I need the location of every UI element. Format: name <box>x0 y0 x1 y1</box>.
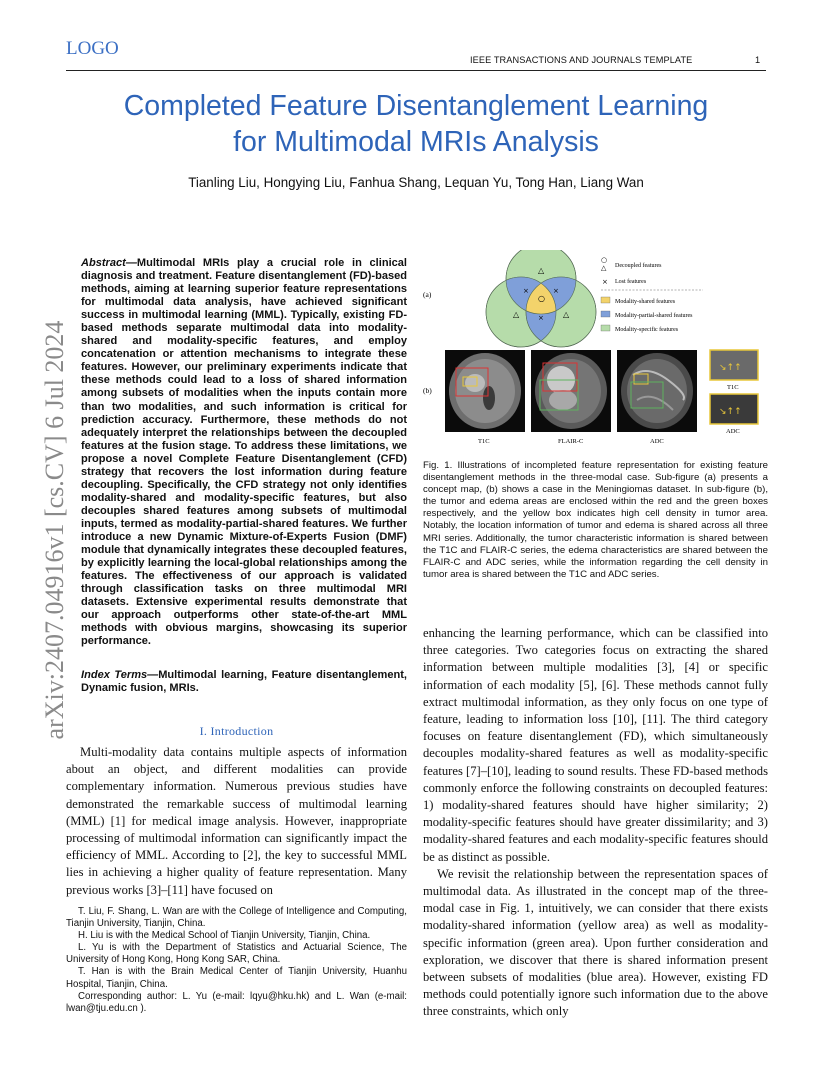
legend-swatch-specific <box>601 325 610 331</box>
arxiv-stamp-text: arXiv:2407.04916v1 [cs.CV] 6 Jul 2024 <box>40 320 69 740</box>
figure-legend <box>601 256 703 333</box>
legend-shared: Modality-shared features <box>615 299 676 305</box>
inset-t1c <box>710 350 758 391</box>
intro-paragraph-2: We revisit the relationship between the representation spaces of multimodal data. As illustrated in the concept map of the three-modal case in Fig. 1, intuitively, we can consider that there exists modality-shared information (yellow area) as well as modality-specific information (green area). Upon further consideration and exploration, we discover that there is shared information present between subsets of modalities (blue area). However, existing FD methods could potentially ignore such information due to the above three constraints, which only <box>423 866 768 1019</box>
footnote-4: T. Han is with the Brain Medical Center of Tianjin University, Huanhu Hospital, Tianjin, China. <box>66 966 407 990</box>
title-line-2: for Multimodal MRIs Analysis <box>233 126 599 158</box>
figure-1-svg <box>423 250 768 455</box>
inset-adc <box>710 394 758 435</box>
intro-column-right <box>423 625 768 1021</box>
image-label-flair: FLAIR-C <box>558 438 584 445</box>
legend-swatch-partial <box>601 311 610 317</box>
intro-paragraph-continued: enhancing the learning performance, which can be classified into three categories. Two categories focus on extracting the shared information between multiple modalities [3], [4] or specific information of each modality [5], [6]. These methods cannot fully extract multimodal information, as they only focus on one type of feature, leading to information loss [10], [11]. The third category focuses on feature disentanglement (FD), which simultaneously decouples modality-shared features as well as modality-specific features [7]–[10], leading to sound results. These FD-based methods commonly enforce the following constraints on decoupled features: 1) modality-shared features should have higher similarity; 2) modality-specific features should have greater dissimilarity; and 3) modality-shared features and each modality-specific features should be as distinct as possible. <box>423 626 768 864</box>
legend-triangle-icon: △ <box>601 264 607 272</box>
section-heading-introduction: I. Introduction <box>199 724 274 738</box>
mri-flair-c <box>531 350 611 432</box>
svg-text:↘↑↑: ↘↑↑ <box>719 363 742 373</box>
legend-cross-icon: × <box>602 278 608 286</box>
svg-text:↘↑↑: ↘↑↑ <box>719 407 742 417</box>
header-rule <box>66 70 766 71</box>
legend-decoupled: Decoupled features <box>615 263 662 269</box>
journal-logo: LOGO <box>66 38 119 59</box>
index-terms <box>81 669 407 695</box>
cross-marker-1: × <box>523 287 529 295</box>
inset-t1c-label: T1C <box>727 384 739 391</box>
cross-marker-2: × <box>553 287 559 295</box>
footnote-3: L. Yu is with the Department of Statistics and Actuarial Science, The University of Hong Kong, Hong Kong SAR, China. <box>66 942 407 966</box>
subfig-a-label: (a) <box>423 290 432 299</box>
intro-paragraph-1: Multi-modality data contains multiple aspects of information about an object, and different modalities can provide complementary information. Numerous previous studies have demonstrated the remarkable success of multimodal learning (MML) [1] for medical image analysis. However, inappropriate processing of multimodal information can significantly impact the efficiency of MML. According to [2], the key to successful MML lies in achieving a higher quality of feature representation. Many previous works [3]–[11] have focused on <box>66 745 407 897</box>
index-terms-label: Index Terms— <box>81 669 159 681</box>
triangle-marker-left: △ <box>513 310 520 319</box>
image-label-adc: ADC <box>650 438 664 445</box>
cross-marker-3: × <box>538 314 544 322</box>
circle-marker-center: ○ <box>538 294 545 303</box>
venn-diagram <box>486 250 596 347</box>
figure-1-caption: Fig. 1. Illustrations of incompleted feature representation for existing feature disentanglement methods in the three-modal case. Sub-figure (a) presents a concept map, (b) shows a case in the Meningiomas dataset. In sub-figure (b), the tumor and edema areas are enclosed within the red and the green boxes respectively, and the yellow box indicates high cell density in tumor area. Notably, the location information of tumor and edema is shared across all three MRI series. Additionally, the tumor characteristic information is shared between the T1C and FLAIR-C series, the edema characteristics are shared between the FLAIR-C and ADC series, while the information regarding the cell density in tumor area is shared between the T1C and ADC series. <box>423 460 768 580</box>
paper-title <box>66 88 766 160</box>
abstract <box>81 257 407 648</box>
footnote-2: H. Liu is with the Medical School of Tianjin University, Tianjin, China. <box>78 930 371 942</box>
legend-lost: Lost features <box>615 279 647 285</box>
inset-adc-label: ADC <box>726 428 740 435</box>
title-line-1: Completed Feature Disentanglement Learning <box>123 90 709 122</box>
legend-partial: Modality-partial-shared features <box>615 313 693 319</box>
index-terms-text: Multimodal learning, Feature disentanglement, Dynamic fusion, MRIs. <box>81 669 408 695</box>
legend-circle-icon: ○ <box>601 256 608 264</box>
legend-swatch-shared <box>601 297 610 303</box>
author-list: Tianling Liu, Hongying Liu, Fanhua Shang, Lequan Yu, Tong Han, Liang Wan <box>188 175 644 190</box>
abstract-text: Multimodal MRIs play a crucial role in clinical diagnosis and treatment. Feature disentanglement (FD)-based methods, aiming at learning superior feature representations for multimodal data analysis, have achieved significant success in multimodal learning (MML). Typically, existing FD-based methods separate multimodal data into modality-shared and modality-specific features, and employ concatenation or attention mechanisms to integrate these features. However, our preliminary experiments indicate that these methods could lead to a loss of shared information among subsets of modalities when the inputs contain more than two modalities, and such information is critical for prediction accuracy. Furthermore, these methods do not adequately interpret the relationships between the decoupled features at the fusion stage. To address these limitations, we propose a novel Complete Feature Disentanglement (CFD) strategy that recovers the lost information during feature decoupling. Specifically, the CFD strategy not only identifies modality-shared and modality-specific features, but also decouples shared features among subsets of multimodal inputs, termed as modality-partial-shared features. We further introduce a new Dynamic Mixture-of-Experts Fusion (DMF) module that dynamically integrates these decoupled features, by explicitly learning the local-global relationships among the features. The effectiveness of our approach is validated through classification tasks on three multimodal MRI datasets. Extensive experimental results demonstrate that our approach outperforms other state-of-the-art MML methods with obvious margins, showcasing its superior performance. <box>81 257 407 648</box>
triangle-marker-right: △ <box>563 310 570 319</box>
figure-1 <box>423 250 768 455</box>
intro-column-left <box>66 744 407 899</box>
page-number: 1 <box>755 55 761 65</box>
abstract-label: Abstract— <box>81 257 137 269</box>
subfig-b-label: (b) <box>423 386 432 395</box>
legend-specific: Modality-specific features <box>615 327 679 333</box>
footnote-1: T. Liu, F. Shang, L. Wan are with the College of Intelligence and Computing, Tianjin University, Tianjin, China. <box>66 906 407 930</box>
mri-adc <box>617 350 697 432</box>
arxiv-stamp <box>40 300 70 760</box>
mri-t1c <box>445 350 525 432</box>
triangle-marker-top: △ <box>538 266 545 275</box>
footnotes <box>66 906 407 1015</box>
running-head: IEEE TRANSACTIONS AND JOURNALS TEMPLATE <box>470 55 693 65</box>
footnote-5: Corresponding author: L. Yu (e-mail: lqyu@hku.hk) and L. Wan (e-mail: lwan@tju.edu.cn ). <box>66 990 407 1014</box>
image-label-t1c: T1C <box>478 438 490 445</box>
